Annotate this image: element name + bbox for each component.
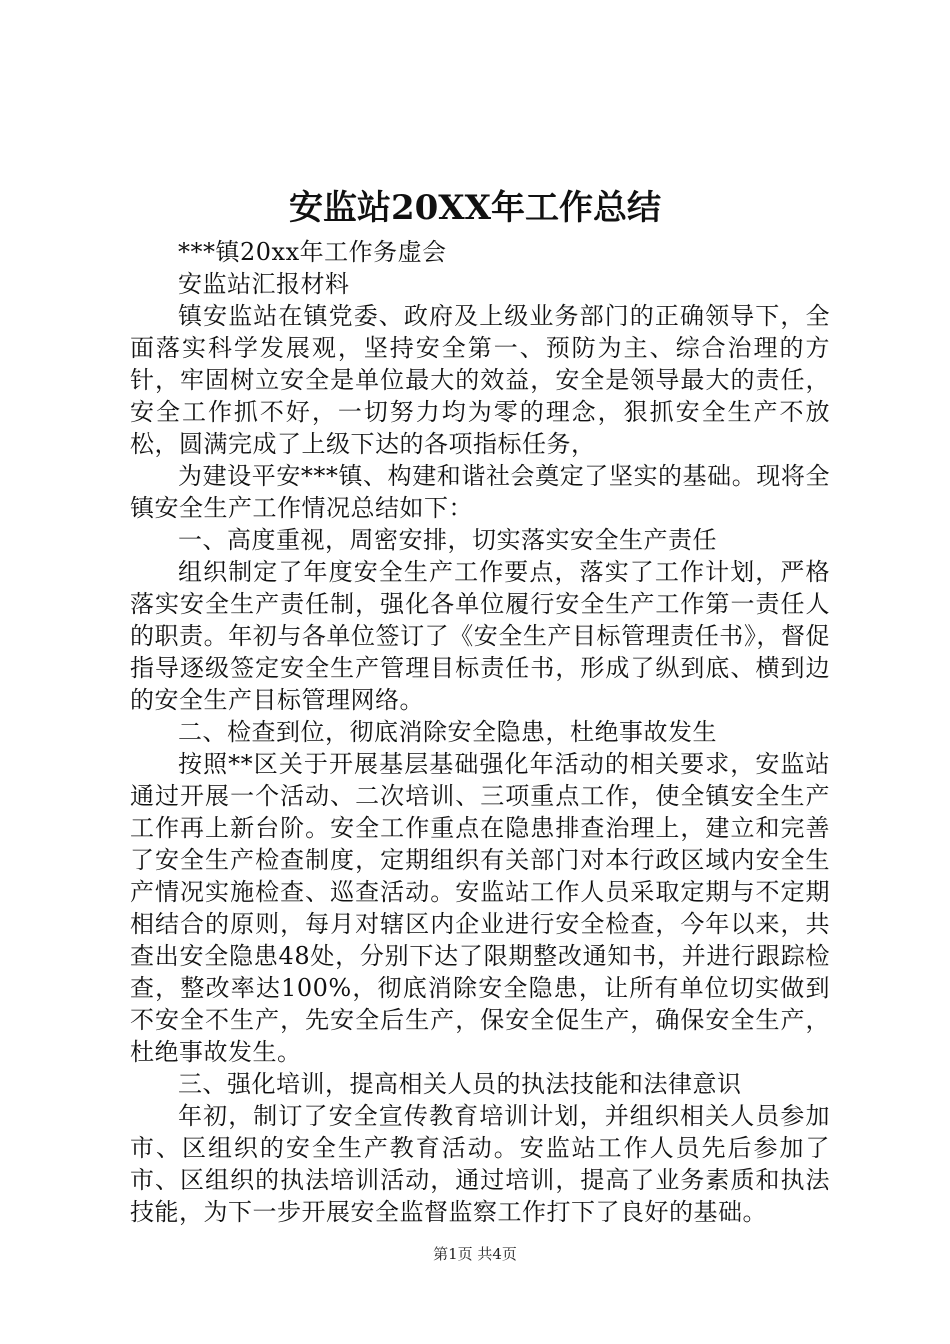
paragraph: ***镇20xx年工作务虚会 (178, 238, 447, 266)
page-footer: 第1页 共4页 (433, 1245, 517, 1263)
paragraph: 按照**区关于开展基层基础强化年活动的相关要求，安监站通过开展一个活动、二次培训、三项重点工作，使全镇安全生产工作再上新台阶。安全工作重点在隐患排查治理上，建立和完善了安全生产检查制度，定期组织有关部门对本行政区域内安全生产情况实施检查、巡查活动。安监站工作人员采取定期与不定期相结合的原则，每月对辖区内企业进行安全检查，今年以来，共查出安全隐患48处，分别下达了限期整改通知书，并进行跟踪检查，整改率达100%，彻底消除安全隐患，让所有单位切实做到不安全不生产，先安全后生产，保安全促生产，确保安全生产，杜绝事故发生。 (130, 750, 830, 1066)
document-body (130, 236, 830, 1228)
paragraph: 年初，制订了安全宣传教育培训计划，并组织相关人员参加市、区组织的安全生产教育活动。安监站工作人员先后参加了市、区组织的执法培训活动，通过培训，提高了业务素质和执法技能，为下一步开展安全监督监察工作打下了良好的基础。 (130, 1102, 830, 1226)
section-heading: 三、强化培训，提高相关人员的执法技能和法律意识 (178, 1070, 742, 1098)
paragraph: 组织制定了年度安全生产工作要点，落实了工作计划，严格落实安全生产责任制，强化各单位履行安全生产工作第一责任人的职责。年初与各单位签订了《安全生产目标管理责任书》，督促指导逐级签定安全生产管理目标责任书，形成了纵到底、横到边的安全生产目标管理网络。 (130, 558, 830, 714)
document-title: 安监站20XX年工作总结 (288, 188, 662, 228)
paragraph: 安监站汇报材料 (178, 270, 350, 298)
section-heading: 一、高度重视，周密安排，切实落实安全生产责任 (178, 526, 717, 554)
paragraph: 为建设平安***镇、构建和谐社会奠定了坚实的基础。现将全镇安全生产工作情况总结如下： (130, 462, 830, 522)
section-heading: 二、检查到位，彻底消除安全隐患，杜绝事故发生 (178, 718, 717, 746)
paragraph: 镇安监站在镇党委、政府及上级业务部门的正确领导下，全面落实科学发展观，坚持安全第一、预防为主、综合治理的方针，牢固树立安全是单位最大的效益，安全是领导最大的责任，安全工作抓不好，一切努力均为零的理念，狠抓安全生产不放松，圆满完成了上级下达的各项指标任务， (130, 302, 830, 458)
